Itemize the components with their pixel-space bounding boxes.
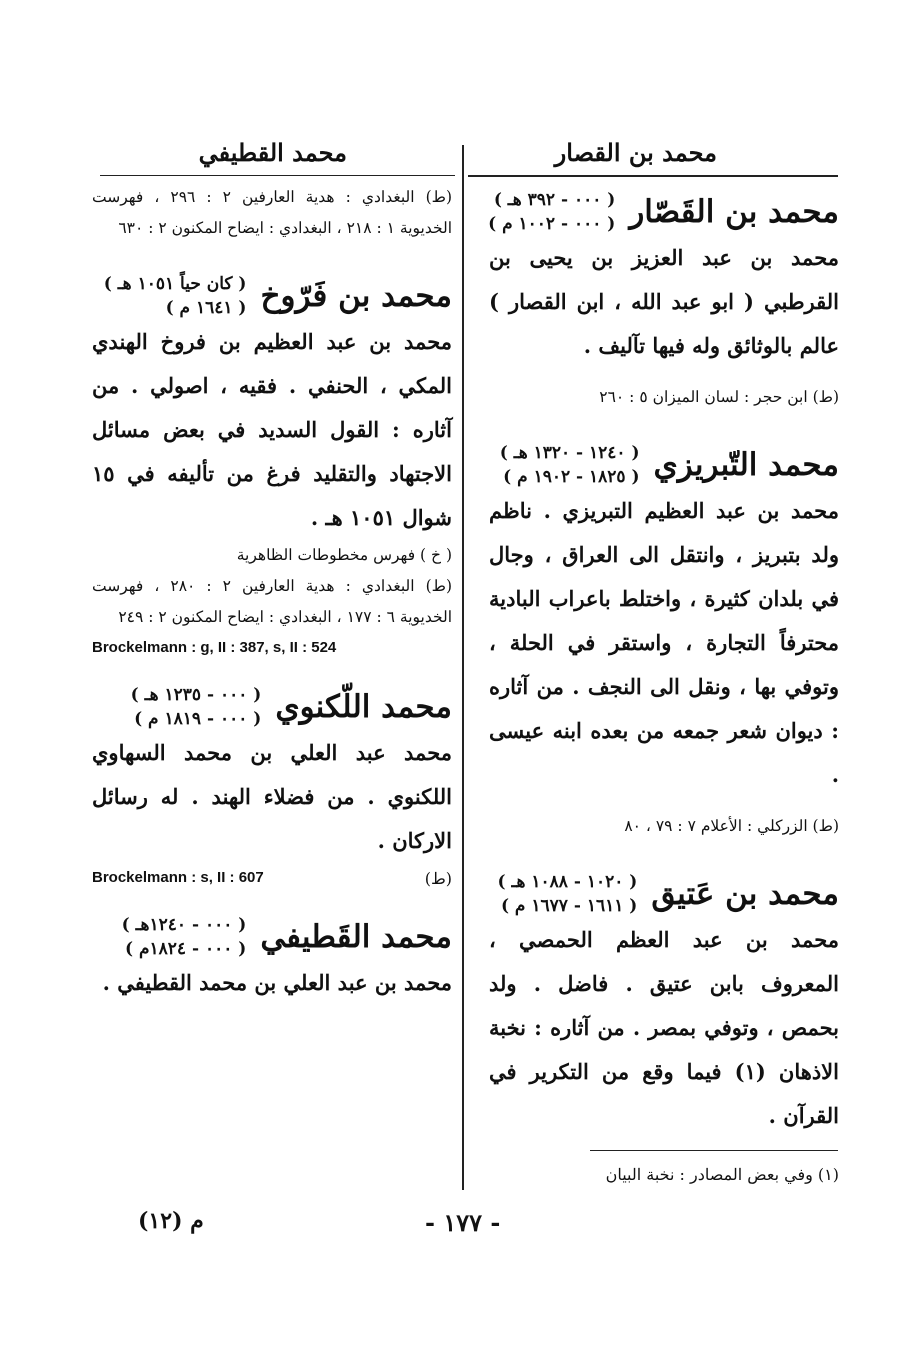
dates-hijri: ( ٠٠٠ - ١٢٤٠هـ ) [121, 915, 247, 935]
entry-name: محمد التّبريزي [653, 447, 839, 483]
continued-reference: (ط) البغدادي : هدية العارفين ٢ : ٢٩٦ ، فهرست الخديوية ١ : ٢١٨ ، البغدادي : ايضاح المكنون ٢ : ٦٣٠ [92, 188, 453, 237]
entry-dates [122, 913, 247, 961]
entry-name: محمد بن فَرّوخ [260, 278, 452, 314]
dates-gregorian: ( ٠٠٠ - ١٠٠٢ م ) [488, 214, 616, 234]
entry-body: محمد بن عبد العلي بن محمد القطيفي . [102, 970, 452, 995]
dates-hijri: ( ٠٠٠ - ٣٩٢ هـ ) [493, 190, 616, 210]
dates-gregorian: ( ١٦٤١ م ) [165, 298, 247, 318]
dates-gregorian: ( ٠٠٠ - ١٨١٩ م ) [134, 709, 262, 729]
entry-heading [489, 441, 839, 489]
signature-mark: م (١٢) [138, 1208, 204, 1234]
entry-dates [131, 683, 262, 731]
running-head-right: محمد بن القصار [554, 138, 717, 167]
latin-reference: Brockelmann : s, II : 607 [92, 869, 264, 886]
running-head-left: محمد القطيفي [198, 138, 347, 167]
entry-heading [489, 870, 839, 918]
footnote: (١) وفي بعض المصادر : نخبة البيان [605, 1165, 839, 1184]
entry-heading [489, 188, 839, 236]
entry-heading [92, 272, 452, 320]
latin-reference: Brockelmann : g, II : 387, s, II : 524 [92, 639, 337, 656]
header-rule-right [468, 175, 838, 177]
right-column [489, 182, 839, 1138]
entry-reference: (ط) البغدادي : هدية العارفين ٢ : ٢٨٠ ، فهرست الخديوية ٦ : ١٧٧ ، البغدادي : ايضاح المكنون ٢ : ٢٤٩ [92, 577, 453, 626]
entry-reference: ( خ ) فهرس مخطوطات الظاهرية [236, 546, 452, 564]
dates-gregorian: ( ٠٠٠ - ١٨٢٤م ) [125, 939, 247, 959]
entry-name: محمد بن عَتيق [651, 876, 839, 912]
dates-hijri: ( ١٢٤٠ - ١٣٢٠ هـ ) [499, 443, 640, 463]
entry-dates [488, 188, 615, 236]
page-number: - ١٧٧ - [425, 1208, 501, 1237]
entry-body: محمد بن عبد العظيم بن فروخ الهندي المكي ، الحنفي . فقيه ، اصولي . من آثاره : القول السديد في بعض مسائل الاجتهاد والتقليد فرغ من تأليفه في ١٥ شوال ١٠٥١ هـ . [92, 329, 452, 530]
entry-body: محمد بن عبد العزيز بن يحيى بن القرطبي ( ابو عبد الله ، ابن القصار ) عالم بالوثائق وله فيها تآليف . [489, 245, 839, 358]
dates-hijri: ( ١٠٢٠ - ١٠٨٨ هـ ) [497, 872, 638, 892]
column-divider [462, 145, 464, 1190]
footnote-rule [590, 1150, 838, 1151]
entry-name: محمد اللّكنوي [275, 689, 452, 725]
entry-dates [500, 441, 640, 489]
entry-reference: (ط) ابن حجر : لسان الميزان ٥ : ٢٦٠ [599, 388, 839, 406]
entry-body: محمد بن عبد العظم الحمصي ، المعروف بابن عتيق . فاضل . ولد بحمص ، وتوفي بمصر . من آثاره : نخبة الاذهان (١) فيما وقع من التكرير في القرآن . [489, 927, 839, 1128]
entry-body: محمد عبد العلي بن محمد السهاوي اللكنوي . من فضلاء الهند . له رسائل الاركان . [92, 740, 452, 853]
entry-name: محمد القَطيفي [260, 919, 452, 955]
header-rule-left [100, 175, 455, 176]
dates-hijri: ( كان حياً ١٠٥١ هـ ) [103, 274, 247, 294]
entry-dates [498, 870, 638, 918]
dates-gregorian: ( ١٦١١ - ١٦٧٧ م ) [500, 896, 638, 916]
entry-body: محمد بن عبد العظيم التبريزي . ناظم ولد بتبريز ، وانتقل الى العراق ، وجال في بلدان كثيرة ، واختلط باعراب البادية محترفاً التجارة ، واستقر في الحلة ، وتوفي بها ، ونقل الى النجف . من آثاره : ديوان شعر جمعه من بعده ابنه عيسى . [489, 498, 839, 787]
entry-dates [104, 272, 247, 320]
dates-hijri: ( ٠٠٠ - ١٢٣٥ هـ ) [130, 685, 262, 705]
dates-gregorian: ( ١٨٢٥ - ١٩٠٢ م ) [503, 467, 640, 487]
entry-reference: (ط) الزركلي : الأعلام ٧ : ٧٩ ، ٨٠ [624, 817, 839, 835]
entry-heading [92, 913, 452, 961]
left-column [92, 182, 452, 1005]
entry-name: محمد بن القَصّار [629, 194, 839, 230]
print-mark: (ط) [424, 868, 452, 888]
entry-heading [92, 683, 452, 731]
latin-reference-row [92, 863, 452, 893]
